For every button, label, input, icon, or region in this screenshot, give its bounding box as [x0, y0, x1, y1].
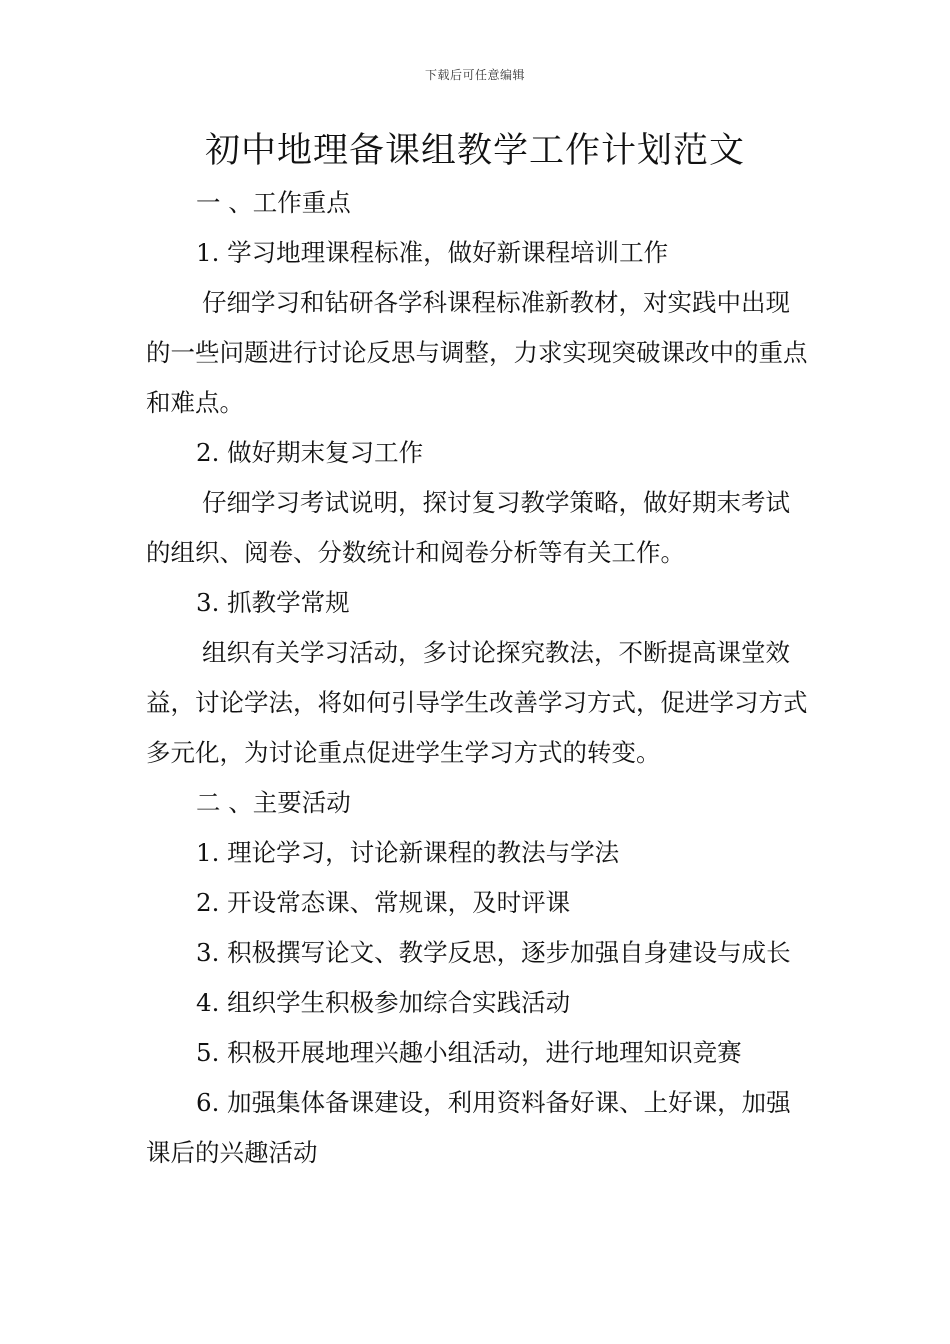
paragraph: 组织有关学习活动，多讨论探究教法，不断提高课堂效益，讨论学法，将如何引导学生改善学习方式，促进学习方式多元化，为讨论重点促进学生学习方式的转变。	[146, 638, 808, 767]
section-heading: 一 、工作重点	[196, 188, 351, 217]
list-item: 4. 组织学生积极参加综合实践活动	[196, 988, 571, 1017]
paragraph: 仔细学习考试说明，探讨复习教学策略，做好期末考试的组织、阅卷、分数统计和阅卷分析等有关工作。	[146, 488, 790, 567]
subheading: 2. 做好期末复习工作	[196, 438, 424, 467]
list-item: 2. 开设常态课、常规课，及时评课	[196, 888, 571, 917]
list-item: 1. 理论学习，讨论新课程的教法与学法	[196, 838, 620, 867]
subheading: 3. 抓教学常规	[196, 588, 350, 617]
header-note: 下载后可任意编辑	[424, 68, 525, 82]
subheading: 1. 学习地理课程标准，做好新课程培训工作	[196, 238, 669, 267]
section-heading: 二 、主要活动	[196, 788, 351, 817]
list-item: 5. 积极开展地理兴趣小组活动，进行地理知识竞赛	[196, 1038, 742, 1067]
paragraph: 仔细学习和钻研各学科课程标准新教材，对实践中出现的一些问题进行讨论反思与调整，力求实现突破课改中的重点和难点。	[146, 288, 808, 417]
document-body	[146, 178, 808, 1178]
list-item: 3. 积极撰写论文、教学反思，逐步加强自身建设与成长	[196, 938, 791, 967]
list-item: 6. 加强集体备课建设，利用资料备好课、上好课，加强课后的兴趣活动	[146, 1088, 791, 1167]
document-title: 初中地理备课组教学工作计划范文	[204, 131, 745, 171]
